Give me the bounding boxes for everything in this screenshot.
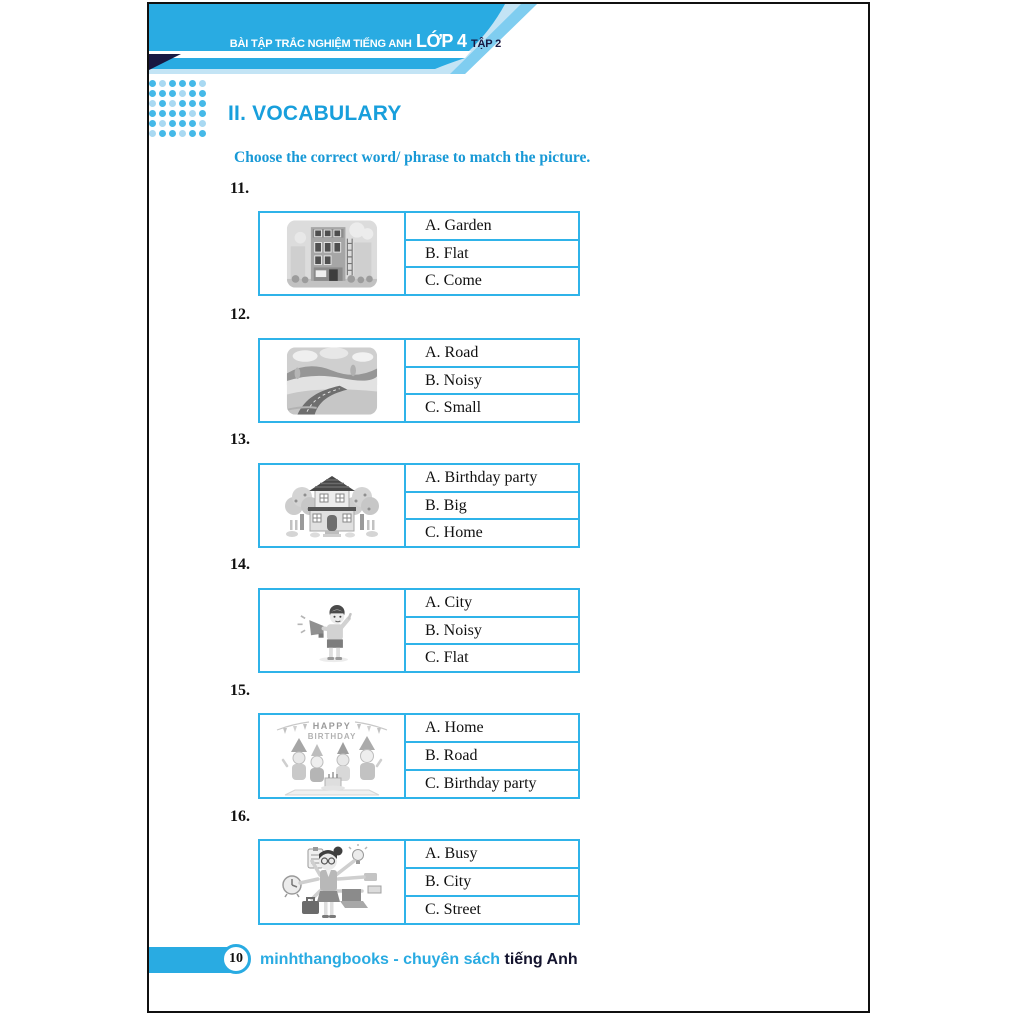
dot xyxy=(149,130,156,137)
dot xyxy=(199,80,206,87)
dot xyxy=(169,120,176,127)
option-b: B. Flat xyxy=(406,239,578,267)
option-a: A. Garden xyxy=(425,216,492,234)
options-list xyxy=(406,715,578,797)
dot xyxy=(169,110,176,117)
dot xyxy=(179,100,186,107)
instruction-text: Choose the correct word/ phrase to match the picture. xyxy=(234,149,591,166)
dot xyxy=(169,100,176,107)
question-image-cell xyxy=(260,841,406,923)
dot xyxy=(179,80,186,87)
option-a: A. Birthday party xyxy=(425,468,538,486)
options-list xyxy=(406,465,578,546)
series-title: BÀI TẬP TRẮC NGHIỆM TIẾNG ANH xyxy=(229,38,412,50)
dot xyxy=(149,120,156,127)
dot xyxy=(189,90,196,97)
options-table xyxy=(258,211,580,296)
option-c: C. Flat xyxy=(406,643,578,671)
question-image-cell xyxy=(260,590,406,671)
dot xyxy=(199,130,206,137)
dot xyxy=(169,130,176,137)
dots-grid-decoration xyxy=(149,80,206,137)
dot xyxy=(199,110,206,117)
option-a: A. Home xyxy=(425,719,484,736)
dot xyxy=(169,80,176,87)
options-list xyxy=(406,590,578,671)
happy-text: HAPPY xyxy=(312,721,352,731)
option-b: B. Noisy xyxy=(406,616,578,644)
question-image-cell xyxy=(260,715,406,797)
option-c: C. Home xyxy=(406,518,578,546)
options-list xyxy=(406,340,578,421)
option-c: C. Come xyxy=(406,266,578,294)
option-c: C. Street xyxy=(406,895,578,923)
options-table xyxy=(258,463,580,548)
question-number: 14. xyxy=(230,556,250,573)
option-b: B. Big xyxy=(406,491,578,519)
options-list xyxy=(406,841,578,923)
apartment-building-illustration xyxy=(284,216,380,292)
question-number: 16. xyxy=(230,808,250,825)
dot xyxy=(179,120,186,127)
section-title: II. VOCABULARY xyxy=(228,102,402,125)
option-a: A. Busy xyxy=(425,845,478,862)
options-table xyxy=(258,713,580,799)
dot xyxy=(199,90,206,97)
question-image-cell xyxy=(260,465,406,546)
dot xyxy=(189,110,196,117)
dot xyxy=(199,120,206,127)
page-number-badge xyxy=(221,944,251,974)
question-number: 13. xyxy=(230,431,250,448)
options-table xyxy=(258,588,580,673)
options-table xyxy=(258,338,580,423)
dot xyxy=(179,130,186,137)
dot xyxy=(189,130,196,137)
question-image-cell xyxy=(260,340,406,421)
dot xyxy=(149,90,156,97)
dot xyxy=(159,80,166,87)
dot xyxy=(159,100,166,107)
volume-label: TẬP 2 xyxy=(471,38,501,50)
dot xyxy=(179,90,186,97)
option-c: C. Small xyxy=(406,393,578,421)
option-b: B. Road xyxy=(406,741,578,769)
house-with-trees-illustration xyxy=(272,468,392,544)
dot xyxy=(149,100,156,107)
birthday-text: BIRTHDAY xyxy=(307,732,357,741)
dot xyxy=(189,120,196,127)
page-number: 10 xyxy=(229,951,243,966)
dot xyxy=(189,100,196,107)
question-number: 15. xyxy=(230,682,250,699)
dot xyxy=(149,80,156,87)
dot xyxy=(159,120,166,127)
option-a: A. City xyxy=(425,593,473,611)
dot xyxy=(149,110,156,117)
banner-bottom-stripe xyxy=(149,58,465,69)
options-table xyxy=(258,839,580,925)
birthday-party-illustration xyxy=(271,716,393,796)
country-road-illustration xyxy=(284,343,380,419)
boy-with-megaphone-illustration xyxy=(290,592,374,670)
dot xyxy=(199,100,206,107)
dot xyxy=(179,110,186,117)
option-a: A. Road xyxy=(425,343,479,361)
footer-brand: minhthangbooks - chuyên sách xyxy=(260,951,501,968)
dot xyxy=(169,90,176,97)
footer-brand-line xyxy=(260,947,578,973)
banner-title xyxy=(149,31,501,52)
dot xyxy=(159,130,166,137)
grade-label: LỚP 4 xyxy=(416,31,467,51)
dot xyxy=(159,90,166,97)
banner-white-gap xyxy=(149,51,471,58)
dot xyxy=(189,80,196,87)
question-number: 11. xyxy=(230,180,250,197)
option-c: C. Birthday party xyxy=(406,769,578,797)
options-list xyxy=(406,213,578,294)
busy-woman-illustration xyxy=(276,843,388,921)
footer-brand-suffix: tiếng Anh xyxy=(504,951,578,968)
question-number: 12. xyxy=(230,306,250,323)
option-b: B. City xyxy=(406,867,578,895)
option-b: B. Noisy xyxy=(406,366,578,394)
question-image-cell xyxy=(260,213,406,294)
dot xyxy=(159,110,166,117)
